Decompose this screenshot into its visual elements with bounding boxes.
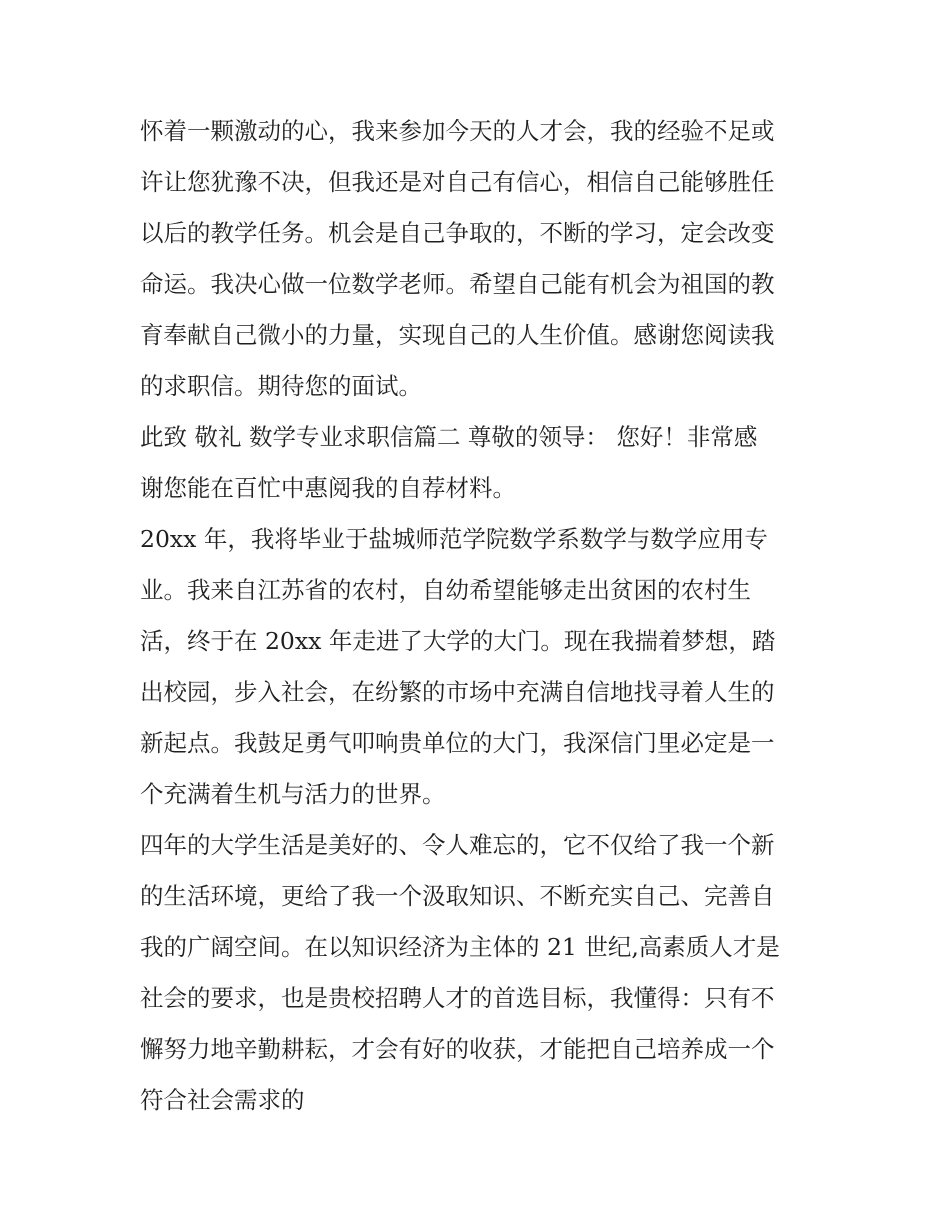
text-line: 20xx 年，我将毕业于盐城师范学院数学系数学与数学应用专 [140, 525, 768, 553]
text-line: 个充满着生机与活力的世界。 [140, 780, 446, 808]
paragraph-3 [140, 514, 816, 820]
paragraph-2 [140, 412, 816, 514]
text-line: 四年的大学生活是美好的、令人难忘的，它不仅给了我一个新 [140, 831, 775, 859]
paragraph-4 [140, 820, 816, 1126]
text-line: 社会的要求，也是贵校招聘人才的首选目标，我懂得：只有不 [140, 984, 775, 1012]
text-line: 活，终于在 20xx 年走进了大学的大门。现在我揣着梦想，踏 [140, 627, 776, 655]
text-line: 懈努力地辛勤耕耘，才会有好的收获，才能把自己培养成一个 [140, 1035, 775, 1063]
text-line: 育奉献自己微小的力量，实现自己的人生价值。感谢您阅读我 [140, 321, 775, 349]
text-line: 以后的教学任务。机会是自己争取的，不断的学习，定会改变 [140, 219, 775, 247]
text-line: 符合社会需求的 [140, 1086, 305, 1114]
text-line: 新起点。我鼓足勇气叩响贵单位的大门，我深信门里必定是一 [140, 729, 775, 757]
text-line: 谢您能在百忙中惠阅我的自荐材料。 [140, 474, 516, 502]
text-line: 命运。我决心做一位数学老师。希望自己能有机会为祖国的教 [140, 270, 775, 298]
text-line: 业。我来自江苏省的农村，自幼希望能够走出贫困的农村生 [140, 576, 751, 604]
text-line: 的求职信。期待您的面试。 [140, 372, 422, 400]
text-line: 出校园，步入社会，在纷繁的市场中充满自信地找寻着人生的 [140, 678, 775, 706]
text-line: 的生活环境，更给了我一个汲取知识、不断充实自己、完善自 [140, 882, 775, 910]
paragraph-1 [140, 106, 816, 412]
text-line: 许让您犹豫不决，但我还是对自己有信心，相信自己能够胜任 [140, 168, 775, 196]
text-line: 我的广阔空间。在以知识经济为主体的 21 世纪,高素质人才是 [140, 933, 780, 961]
document-body [140, 106, 816, 1126]
text-line: 怀着一颗激动的心，我来参加今天的人才会，我的经验不足或 [140, 117, 775, 145]
text-line: 此致 敬礼 数学专业求职信篇二 尊敬的领导： 您好！非常感 [140, 423, 758, 451]
